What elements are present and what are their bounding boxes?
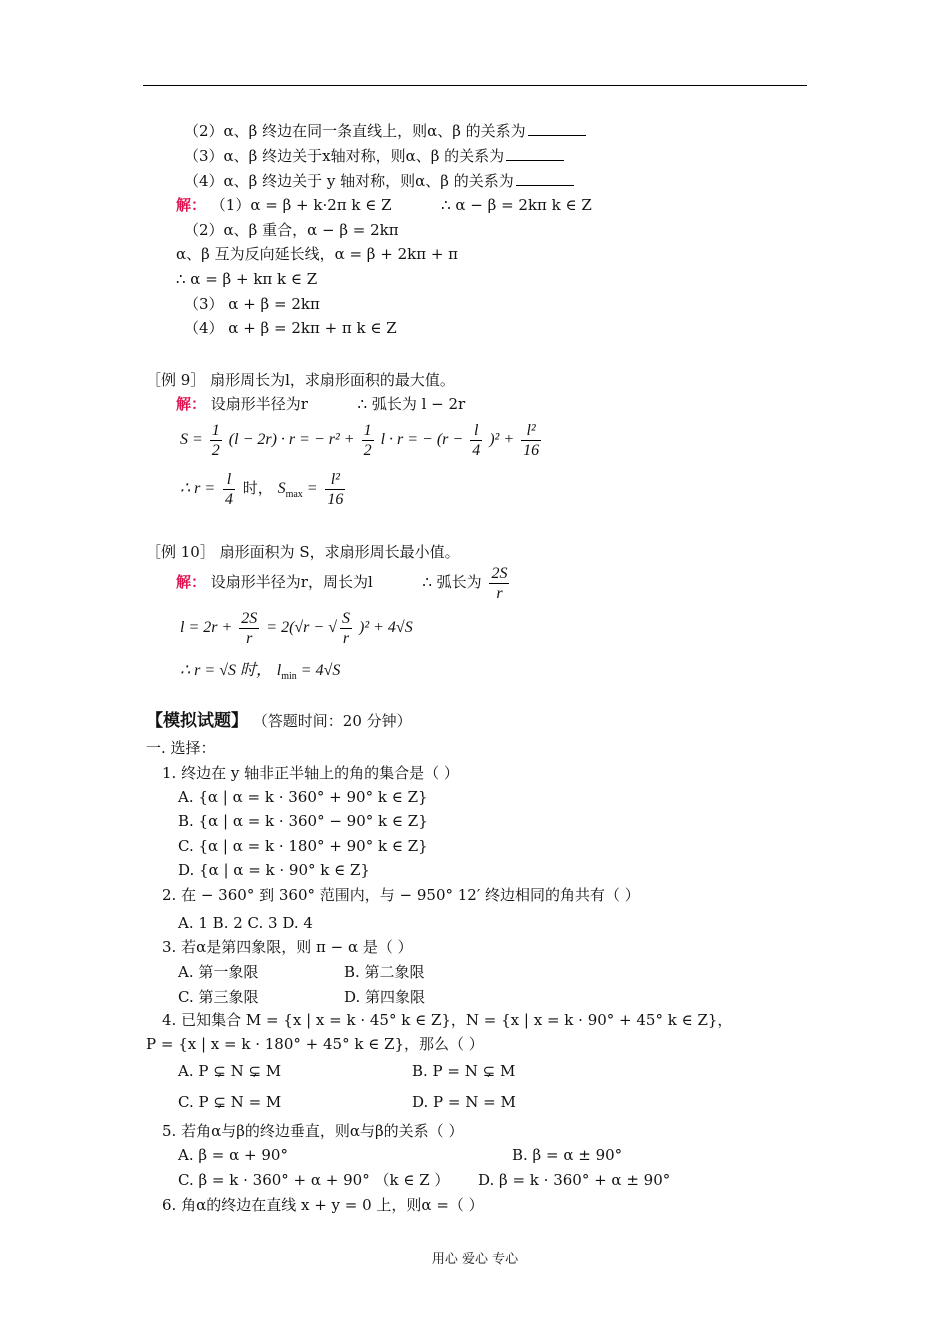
denominator: 2	[211, 441, 220, 459]
question-4-option-a: A. P ⊊ N ⊊ M	[178, 1062, 282, 1080]
simulated-test-heading	[146, 711, 412, 731]
answer-blank	[528, 121, 586, 136]
question-5-option-a: A. β = α + 90°	[178, 1146, 288, 1164]
fraction	[362, 421, 374, 460]
fraction	[239, 609, 259, 648]
example-10-equation	[180, 608, 413, 648]
question-4-cont: P = {x | x = k · 180° + 45° k ∈ Z}，那么（ ）	[146, 1035, 484, 1053]
text: （4）α、β 终边关于 y 轴对称，则α、β 的关系为	[184, 172, 514, 190]
question-6: 6. 角α的终边在直线 x + y = 0 上，则α =（ ）	[162, 1196, 484, 1214]
question-1: 1. 终边在 y 轴非正半轴上的角的集合是（ ）	[162, 764, 459, 782]
denominator: 4	[224, 490, 233, 508]
s-max	[277, 480, 318, 500]
solution-label: 解：	[176, 395, 207, 413]
answer-blank	[506, 146, 564, 161]
line-prev-4	[184, 171, 574, 191]
eq-part: S =	[180, 431, 203, 448]
text: 设扇形半径为r，周长为l	[210, 573, 373, 591]
text: ∴ α − β = 2kπ k ∈ Z	[441, 196, 592, 214]
text: （2）α、β 终边在同一条直线上，则α、β 的关系为	[184, 122, 526, 140]
example-9-solution	[176, 394, 465, 414]
fraction	[340, 609, 352, 648]
denominator: 2	[363, 441, 372, 459]
text: 时，	[242, 479, 273, 497]
question-5-option-c: C. β = k · 360° + α + 90° （k ∈ Z ）	[178, 1171, 450, 1189]
numerator: l	[470, 421, 482, 441]
denominator: 16	[327, 490, 344, 508]
text: ∴ 弧长为	[422, 573, 482, 591]
denominator: 4	[472, 441, 481, 459]
question-1-option-c: C. {α | α = k · 180° + 90° k ∈ Z}	[178, 837, 428, 855]
section-choice: 一. 选择：	[146, 739, 216, 757]
eq-part: l = 2r +	[180, 619, 233, 636]
question-5-option-b: B. β = α ± 90°	[512, 1146, 623, 1164]
example-10-result	[180, 660, 340, 687]
eq-part: )² +	[489, 431, 515, 448]
question-3-option-a: A. 第一象限	[178, 963, 259, 981]
line-prev-2	[184, 121, 586, 141]
numerator: l²	[521, 421, 541, 441]
l-min	[276, 662, 341, 682]
solution-line-1	[176, 195, 592, 215]
eq-part: l · r = − (r −	[380, 431, 464, 448]
fraction	[489, 564, 509, 603]
numerator: 2S	[491, 564, 508, 582]
eq-part: =	[302, 480, 318, 497]
numerator: l	[223, 470, 235, 490]
denominator: 16	[523, 441, 540, 459]
eq-part: = 4√S	[296, 662, 341, 679]
denominator: r	[342, 629, 350, 647]
example-9-equation	[180, 420, 544, 460]
question-4-option-c: C. P ⊊ N = M	[178, 1093, 282, 1111]
denominator: r	[246, 629, 253, 647]
text: （1）α = β + k·2π k ∈ Z	[210, 196, 392, 214]
solution-label: 解：	[176, 196, 207, 214]
example-9-title: ［例 9］ 扇形周长为l，求扇形面积的最大值。	[146, 371, 455, 389]
eq-part: = 2(√r −	[266, 619, 325, 636]
section-title: 【模拟试题】	[146, 711, 248, 731]
question-4: 4. 已知集合 M = {x | x = k · 45° k ∈ Z}，N = {x | x = k · 90° + 45° k ∈ Z}，	[162, 1011, 733, 1029]
subscript: min	[281, 671, 297, 682]
question-3-option-c: C. 第三象限	[178, 988, 259, 1006]
question-3: 3. 若α是第四象限，则 π − α 是（ ）	[162, 938, 413, 956]
time-note: （答题时间：20 分钟）	[252, 712, 412, 730]
example-10-solution	[176, 562, 512, 603]
denominator: r	[496, 584, 503, 602]
question-5-option-d: D. β = k · 360° + α ± 90°	[478, 1171, 671, 1189]
question-2-options: A. 1 B. 2 C. 3 D. 4	[178, 914, 313, 932]
question-5: 5. 若角α与β的终边垂直，则α与β的关系（ ）	[162, 1122, 464, 1140]
symbol: l	[276, 662, 282, 679]
eq-part: (l − 2r) · r = − r² +	[228, 431, 355, 448]
solution-line-2: （2）α、β 重合，α − β = 2kπ	[184, 221, 399, 239]
answer-blank	[516, 171, 574, 186]
eq-part: ∴ r =	[180, 480, 216, 497]
text: （3）α、β 终边关于x轴对称，则α、β 的关系为	[184, 147, 505, 165]
page-footer: 用心 爱心 专心	[431, 1252, 519, 1267]
subscript: max	[285, 489, 303, 500]
solution-line-6: （4） α + β = 2kπ + π k ∈ Z	[184, 319, 397, 337]
numerator: S	[341, 609, 350, 627]
fraction	[210, 421, 222, 460]
solution-line-3: α、β 互为反向延长线，α = β + 2kπ + π	[176, 245, 459, 263]
line-prev-3	[184, 146, 564, 166]
numerator: 1	[211, 421, 220, 439]
question-4-option-d: D. P = N = M	[412, 1093, 516, 1111]
solution-line-4: ∴ α = β + kπ k ∈ Z	[176, 270, 318, 288]
fraction	[223, 470, 235, 509]
question-4-option-b: B. P = N ⊊ M	[412, 1062, 516, 1080]
symbol: S	[277, 480, 286, 497]
question-2: 2. 在 − 360° 到 360° 范围内，与 − 950° 12′ 终边相同的角共有（ ）	[162, 886, 640, 904]
solution-line-5: （3） α + β = 2kπ	[184, 295, 320, 313]
fraction	[470, 421, 482, 460]
eq-part: )² + 4√S	[358, 619, 413, 636]
fraction	[521, 421, 541, 460]
numerator: 1	[363, 421, 372, 439]
eq-part: ∴ r = √S 时，	[180, 662, 272, 679]
text: 设扇形半径为r	[210, 395, 308, 413]
example-10-title: ［例 10］ 扇形面积为 S，求扇形周长最小值。	[146, 543, 460, 561]
solution-label: 解：	[176, 573, 207, 591]
header-rule	[143, 85, 807, 86]
question-3-option-d: D. 第四象限	[344, 988, 426, 1006]
example-9-result	[180, 468, 348, 515]
question-1-option-a: A. {α | α = k · 360° + 90° k ∈ Z}	[178, 788, 428, 806]
numerator: l²	[325, 470, 345, 490]
numerator: 2S	[241, 609, 258, 627]
text: ∴ 弧长为 l − 2r	[357, 395, 466, 413]
question-1-option-b: B. {α | α = k · 360° − 90° k ∈ Z}	[178, 812, 428, 830]
sqrt-sign: √	[328, 619, 337, 636]
question-1-option-d: D. {α | α = k · 90° k ∈ Z}	[178, 861, 370, 879]
question-3-option-b: B. 第二象限	[344, 963, 425, 981]
fraction	[325, 470, 345, 509]
